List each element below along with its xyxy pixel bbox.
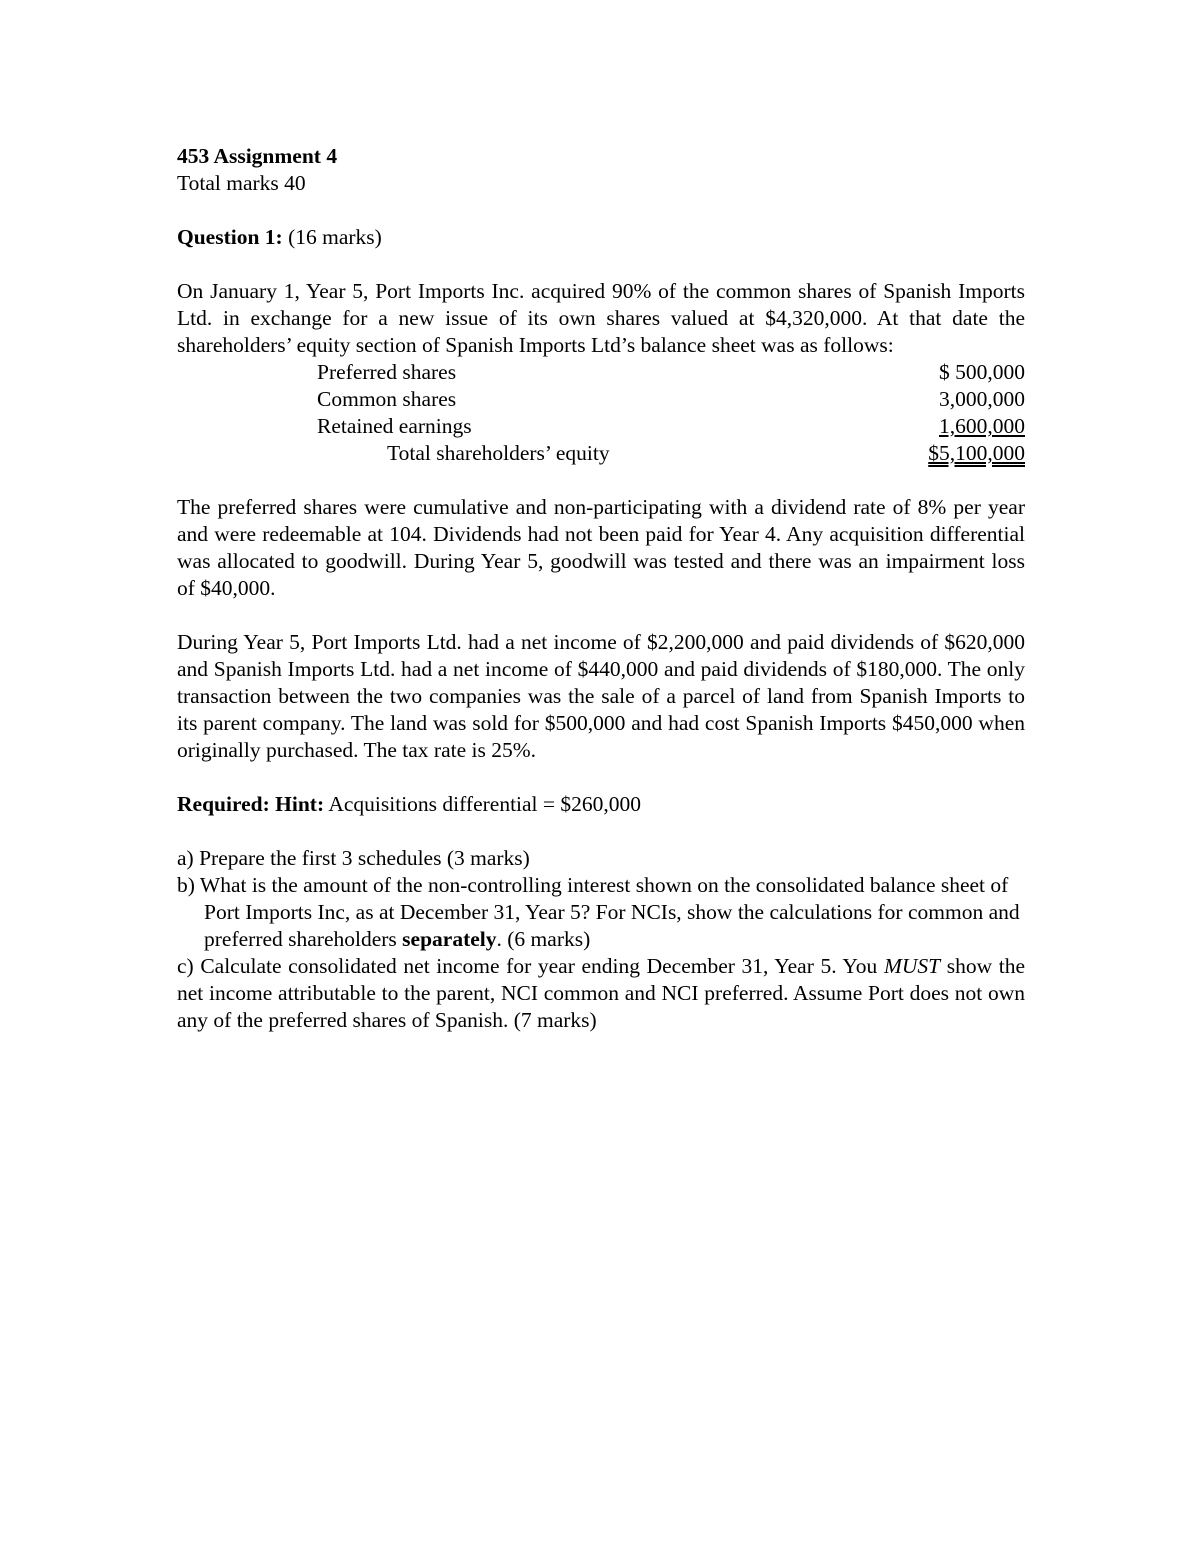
row-amount [766, 440, 1025, 467]
document-title: 453 Assignment 4 [177, 144, 338, 168]
requirements-list [177, 845, 1025, 1034]
paragraph-preferred-shares: The preferred shares were cumulative and non-participating with a dividend rate of 8% per year and were redeemable at 104. Dividends had not been paid for Year 4. Any acquisition differential was allocated to goodwill. During Year 5, goodwill was tested and there was an impairment loss of $40,000. [177, 495, 1025, 600]
row-amount [766, 413, 1025, 440]
requirement-c-emphasis: MUST [883, 954, 941, 978]
requirement-c [177, 953, 1025, 1034]
row-amount-text: $5,100,000 [928, 441, 1025, 465]
row-label: Preferred shares [317, 360, 457, 384]
question-heading [177, 224, 1025, 251]
question-intro: On January 1, Year 5, Port Imports Inc. acquired 90% of the common shares of Spanish Imports Ltd. in exchange for a new issue of its own shares valued at $4,320,000. At that date the shareholders’ equity section of Spanish Imports Ltd’s balance sheet was as follows: [177, 279, 1025, 357]
table-row [177, 359, 1025, 386]
row-label: Total shareholders’ equity [387, 441, 610, 465]
row-label: Common shares [317, 387, 457, 411]
paragraph-year5-results: During Year 5, Port Imports Ltd. had a net income of $2,200,000 and paid dividends of $620,000 and Spanish Imports Ltd. had a net income of $440,000 and paid dividends of $180,000. The only transaction between the two companies was the sale of a parcel of land from Spanish Imports to its parent company. The land was sold for $500,000 and had cost Spanish Imports $450,000 when originally purchased. The tax rate is 25%. [177, 630, 1025, 762]
required-hint [177, 791, 1025, 818]
table-row [177, 386, 1025, 413]
requirement-c-end: show the net income attributable to the parent, NCI common and NCI preferred. Assume Port does not own any of the preferred shares of Spanish. (7 marks) [177, 954, 1025, 1032]
requirement-b-text: b) What is the amount of the non-controlling interest shown on the consolidated balance sheet of Port Imports Inc, as at December 31, Year 5? For NCIs, show the calculations for common and preferred shareholders [177, 873, 1020, 951]
requirement-a: a) Prepare the first 3 schedules (3 marks) [177, 846, 530, 870]
table-row [177, 413, 1025, 440]
requirement-b-bold: separately [402, 927, 497, 951]
row-label: Retained earnings [317, 414, 472, 438]
total-marks: Total marks 40 [177, 171, 306, 195]
question-marks: (16 marks) [288, 225, 382, 249]
requirement-b-end: . (6 marks) [496, 927, 591, 951]
document-content [177, 143, 1025, 1034]
table-row [177, 440, 1025, 467]
hint-label: Hint: [275, 792, 325, 816]
row-amount: $ 500,000 [939, 360, 1025, 384]
row-amount-text: 1,600,000 [939, 414, 1025, 438]
equity-table [177, 359, 1025, 467]
row-amount: 3,000,000 [939, 387, 1025, 411]
required-label: Required: [177, 792, 270, 816]
hint-text: Acquisitions differential = $260,000 [328, 792, 642, 816]
question-label: Question 1: [177, 225, 283, 249]
requirement-b [177, 872, 1025, 953]
requirement-c-text: c) Calculate consolidated net income for year ending December 31, Year 5. You [177, 954, 878, 978]
